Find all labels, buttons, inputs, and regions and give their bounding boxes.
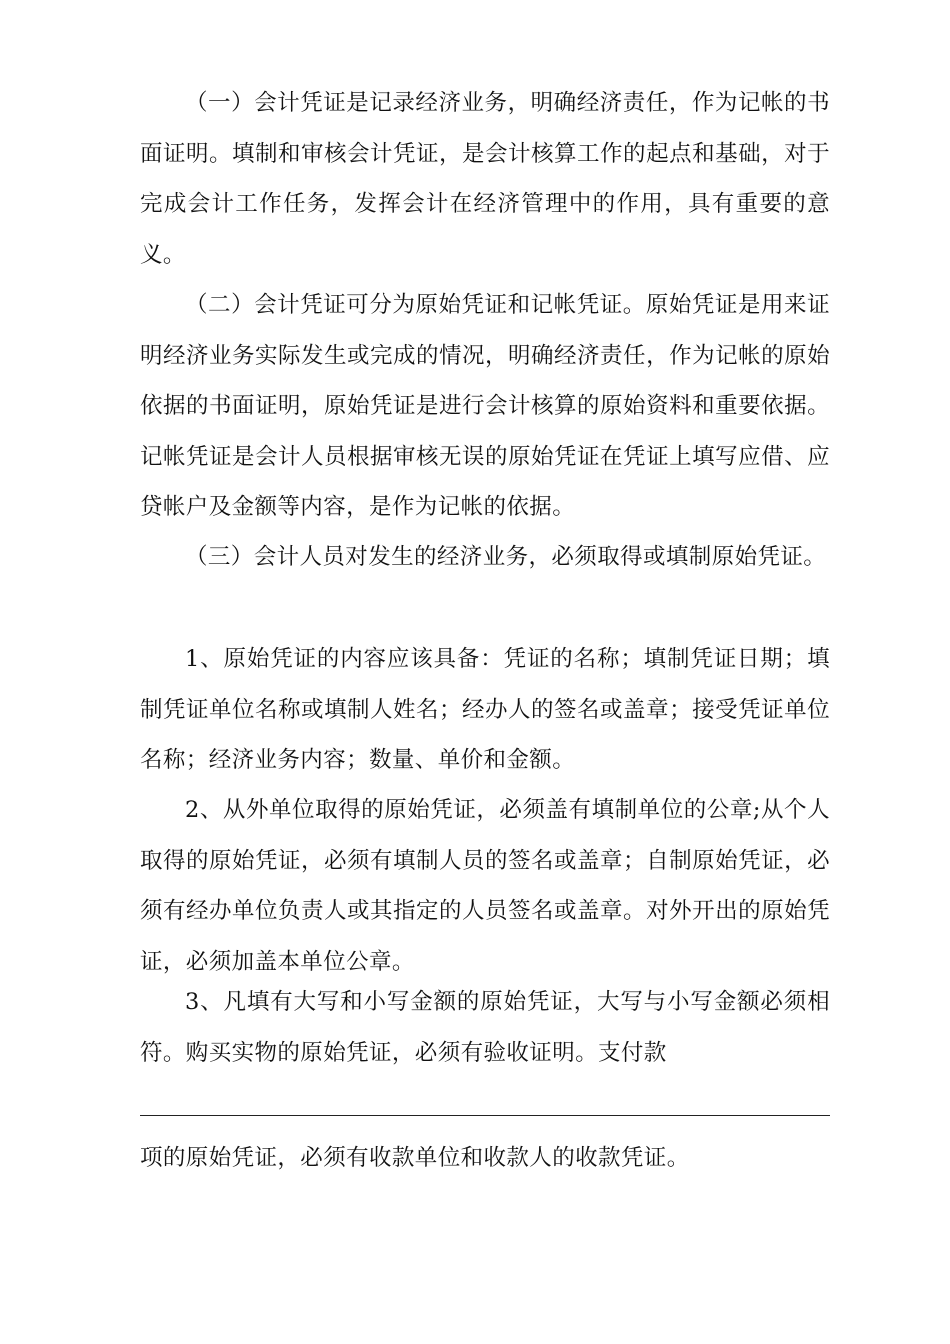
paragraph-1: （一）会计凭证是记录经济业务，明确经济责任，作为记帐的书面证明。填制和审核会计凭证，是会计核算工作的起点和基础，对于完成会计工作任务，发挥会计在经济管理中的作用，具有重要的意义。 [140,90,830,268]
paragraph-4: 1、原始凭证的内容应该具备：凭证的名称；填制凭证日期；填制凭证单位名称或填制人姓名；经办人的签名或盖章；接受凭证单位名称；经济业务内容；数量、单价和金额。 [140,646,830,773]
paragraph-5: 2、从外单位取得的原始凭证，必须盖有填制单位的公章;从个人取得的原始凭证，必须有填制人员的签名或盖章；自制原始凭证，必须有经办单位负责人或其指定的人员签名或盖章。对外开出的原始凭证，必须加盖本单位公章。 [140,797,830,975]
paragraph-6: 3、凡填有大写和小写金额的原始凭证，大写与小写金额必须相符。购买实物的原始凭证，必须有验收证明。支付款 [140,989,830,1066]
paragraph-2: （二）会计凭证可分为原始凭证和记帐凭证。原始凭证是用来证明经济业务实际发生或完成的情况，明确经济责任，作为记帐的原始依据的书面证明，原始凭证是进行会计核算的原始资料和重要依据。记帐凭证是会计人员根据审核无误的原始凭证在凭证上填写应借、应贷帐户及金额等内容，是作为记帐的依据。 [140,292,830,520]
paragraph-3: （三）会计人员对发生的经济业务，必须取得或填制原始凭证。 [185,544,827,570]
page-divider [140,1115,830,1116]
continuation-text: 项的原始凭证，必须有收款单位和收款人的收款凭证。 [140,1145,690,1171]
